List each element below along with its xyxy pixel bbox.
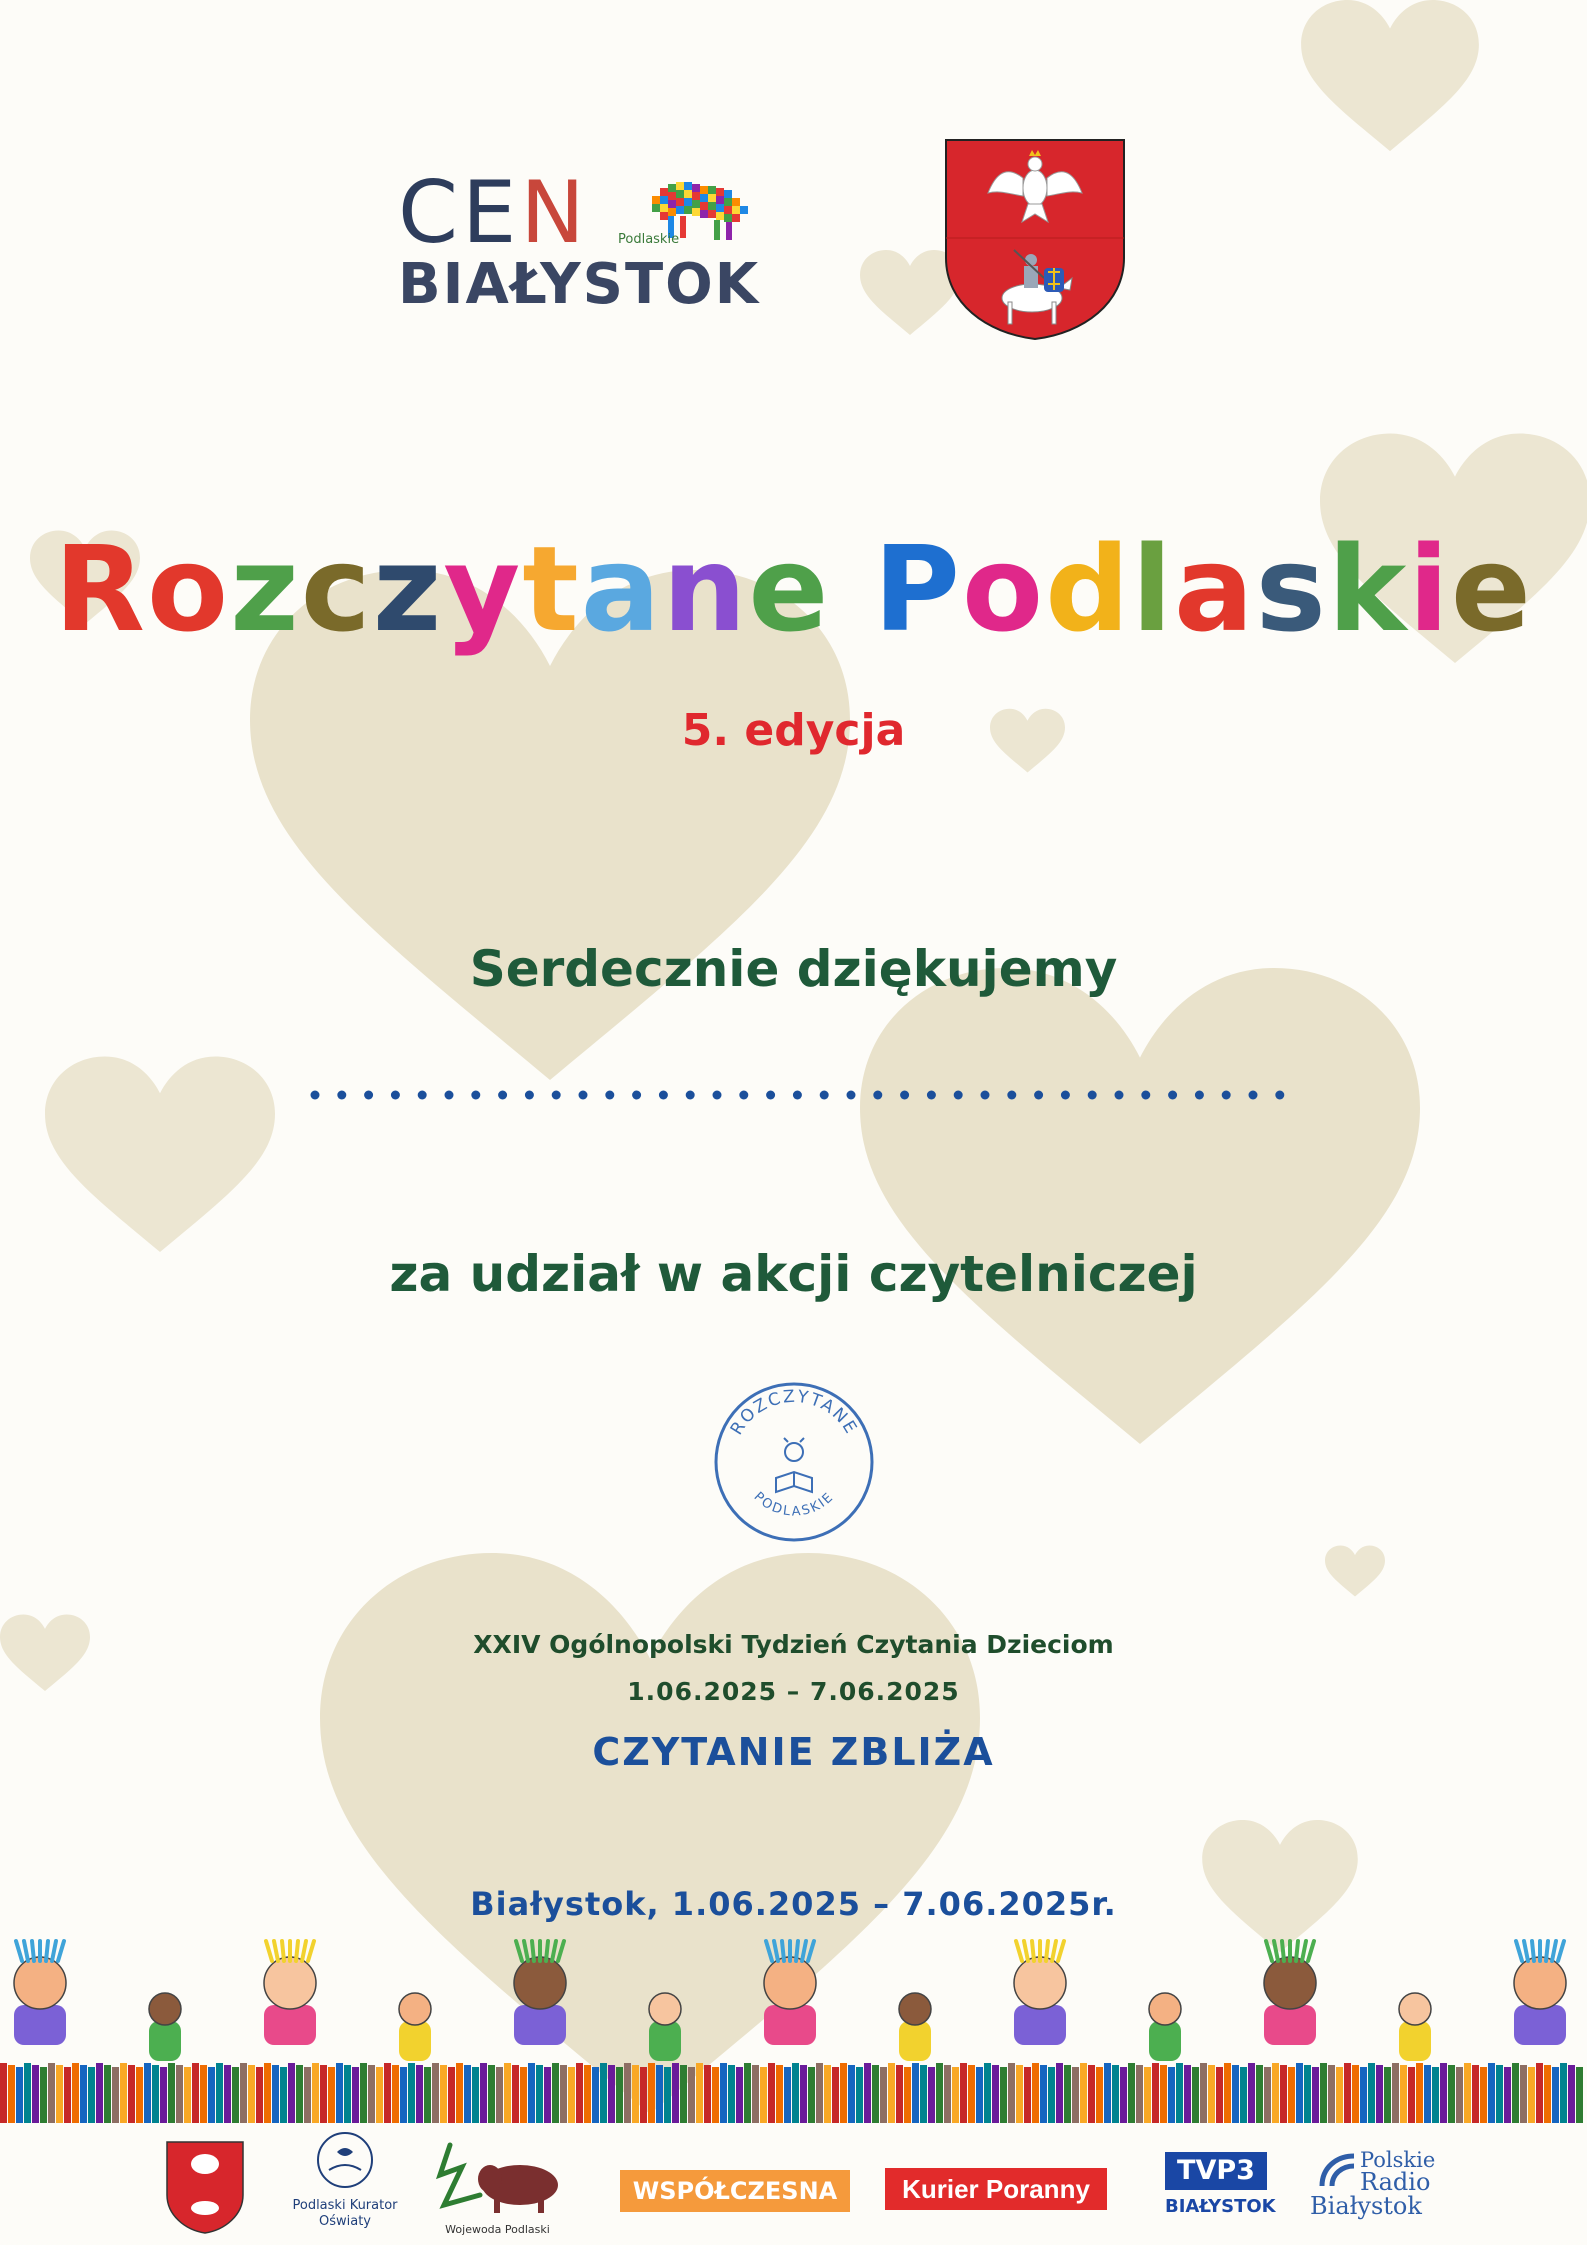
book-spine [416,2065,423,2123]
child-figure [399,1993,431,2061]
book-spine [424,2067,431,2123]
book-spine [1136,2065,1143,2123]
child-figure [1014,1941,1066,2045]
book-spine [104,2065,111,2123]
kurator-label: Podlaski Kurator Oświaty [292,2198,398,2229]
title-letter: o [962,520,1046,658]
book-spine [1352,2065,1359,2123]
book-spine [496,2067,503,2123]
book-spine [656,2065,663,2123]
book-spine [192,2063,199,2123]
book-spine [1224,2063,1231,2123]
book-spine [784,2067,791,2123]
book-spine [280,2067,287,2123]
book-spine [1272,2063,1279,2123]
title-letter: P [873,520,963,658]
title-letter: o [147,520,231,658]
event-dates: 1.06.2025 – 7.06.2025 [627,1677,960,1706]
book-spine [1192,2067,1199,2123]
child-figure [1149,1993,1181,2061]
book-spine [1096,2067,1103,2123]
book-spine [752,2065,759,2123]
book-spine [1528,2067,1535,2123]
book-spine [160,2067,167,2123]
book-spine [480,2063,487,2123]
book-spine [1552,2067,1559,2123]
book-spine [440,2065,447,2123]
book-spine [520,2067,527,2123]
book-spine [464,2065,471,2123]
book-spine [544,2067,551,2123]
book-spine [176,2065,183,2123]
child-figure [649,1993,681,2061]
book-spine [296,2065,303,2123]
book-spine [80,2065,87,2123]
book-spine [224,2065,231,2123]
kurator-emblem-icon [315,2130,375,2196]
book-spine [1184,2065,1191,2123]
book-spine [8,2065,15,2123]
wojewoda-label: Wojewoda Podlaski [445,2223,550,2236]
book-spine [832,2067,839,2123]
rozczytane-podlaskie-badge [712,1380,876,1544]
participation-text: za udział w akcji czytelniczej [389,1245,1198,1303]
cen-logo-text [398,163,589,263]
book-spine [680,2065,687,2123]
book-spine [1152,2063,1159,2123]
book-spine [248,2065,255,2123]
book-spine [1536,2063,1543,2123]
title-letter [830,520,873,658]
book-spine [1576,2067,1583,2123]
title-letter: l [1131,520,1175,658]
tvp3-logo [1165,2152,1275,2222]
book-spine [576,2063,583,2123]
book-spine [432,2063,439,2123]
book-spine [880,2067,887,2123]
book-spine [408,2063,415,2123]
title-letter: i [1408,520,1451,658]
title-letter: z [372,520,444,658]
book-spine [528,2063,535,2123]
book-spine [272,2065,279,2123]
book-spine [1168,2067,1175,2123]
book-spine [688,2067,695,2123]
book-spine [1432,2067,1439,2123]
book-spine [304,2067,311,2123]
title-letter: d [1045,520,1132,658]
book-spine [1176,2063,1183,2123]
book-spine [392,2065,399,2123]
book-spine [1344,2063,1351,2123]
heart-decoration [1325,1545,1385,1600]
book-spine [1472,2065,1479,2123]
title-letter: e [748,520,831,658]
book-spine [920,2065,927,2123]
kurator-logo [290,2130,400,2240]
book-spine [1488,2063,1495,2123]
book-spine [152,2065,159,2123]
radio-wave-icon [1318,2152,1358,2188]
book-spine [1464,2063,1471,2123]
book-spine [56,2065,63,2123]
book-spine [24,2063,31,2123]
book-spine [208,2067,215,2123]
book-spine [1200,2063,1207,2123]
book-spine [896,2065,903,2123]
book-spine [984,2063,991,2123]
book-spine [200,2065,207,2123]
book-spine [696,2063,703,2123]
book-spine [256,2067,263,2123]
book-spine [168,2063,175,2123]
podlaskie-coat-small-icon [165,2140,245,2235]
child-figure [1264,1941,1316,2045]
book-spine [616,2067,623,2123]
book-spine [1456,2067,1463,2123]
book-spine [768,2063,775,2123]
book-spine [1112,2065,1119,2123]
book-spine [952,2067,959,2123]
thanks-text: Serdecznie dziękujemy [469,940,1118,998]
book-spine [376,2067,383,2123]
title-letter: t [522,520,581,658]
book-spine [1056,2063,1063,2123]
book-spine [312,2063,319,2123]
book-spine [1128,2063,1135,2123]
book-spine [560,2065,567,2123]
cen-logo-part2: N [520,163,589,263]
book-spine [904,2067,911,2123]
svg-text:PODLASKIE [751,1489,838,1519]
book-spine [1480,2067,1487,2123]
title-letter: a [1174,520,1256,658]
kurier-poranny-logo: Kurier Poranny [885,2168,1107,2210]
book-spine [704,2065,711,2123]
book-spine [664,2067,671,2123]
book-spine [1032,2063,1039,2123]
book-spine [128,2065,135,2123]
book-spine [648,2063,655,2123]
book-spine [1384,2067,1391,2123]
book-spine [184,2067,191,2123]
book-spine [400,2067,407,2123]
book-spine [1312,2067,1319,2123]
book-spine [928,2067,935,2123]
book-spine [1448,2065,1455,2123]
book-spine [360,2063,367,2123]
book-spine [1336,2067,1343,2123]
wspolczesna-logo: WSPÓŁCZESNA [620,2170,850,2212]
book-spine [584,2065,591,2123]
book-spine [976,2067,983,2123]
book-spine [1008,2063,1015,2123]
title-letter: n [662,520,749,658]
book-spine [992,2065,999,2123]
child-figure [264,1941,316,2045]
book-spine [1160,2065,1167,2123]
wojewoda-bison-icon [420,2135,575,2223]
event-name: XXIV Ogólnopolski Tydzień Czytania Dzieciom [473,1630,1114,1659]
book-spine [1256,2065,1263,2123]
book-spine [1280,2065,1287,2123]
book-spine [1424,2065,1431,2123]
children-reading-illustration [0,1935,1587,2135]
book-spine [816,2063,823,2123]
radio-line1: Polskie [1360,2148,1436,2172]
edition-label: 5. edycja [681,705,906,756]
book-spine [632,2065,639,2123]
book-spine [712,2067,719,2123]
book-spine [320,2065,327,2123]
title-letter: k [1327,520,1409,658]
book-spine [568,2067,575,2123]
book-spine [1288,2067,1295,2123]
book-spine [1024,2067,1031,2123]
badge-top-text: ROZCZYTANE [726,1386,862,1439]
book-spine [1440,2063,1447,2123]
book-spine [1408,2067,1415,2123]
child-figure [1399,1993,1431,2061]
book-spine [448,2067,455,2123]
title-letter: z [230,520,301,658]
book-spine [368,2065,375,2123]
book-spine [944,2065,951,2123]
title-letter: R [54,520,147,658]
book-spine [592,2067,599,2123]
book-spine [1248,2063,1255,2123]
book-spine [96,2063,103,2123]
book-spine [792,2063,799,2123]
book-spine [144,2063,151,2123]
book-spine [640,2067,647,2123]
title-letter: c [300,520,373,658]
tvp3-mark: TVP3 [1165,2152,1267,2190]
book-spine [624,2063,631,2123]
book-spine [824,2065,831,2123]
book-spine [40,2067,47,2123]
book-spine [88,2067,95,2123]
certificate-title [0,520,1587,658]
child-figure [899,1993,931,2061]
book-spine [0,2063,7,2123]
book-spine [32,2065,39,2123]
book-spine [968,2065,975,2123]
book-spine [736,2067,743,2123]
book-spine [1240,2067,1247,2123]
book-spine [1104,2063,1111,2123]
place-and-date: Białystok, 1.06.2025 – 7.06.2025r. [470,1885,1117,1923]
book-spine [1000,2067,1007,2123]
book-spine [1320,2063,1327,2123]
book-spine [840,2063,847,2123]
book-spine [240,2063,247,2123]
book-spine [1496,2065,1503,2123]
book-spine [1048,2067,1055,2123]
wojewoda-logo [420,2135,575,2240]
book-spine [264,2063,271,2123]
child-figure [14,1941,66,2045]
title-letter: s [1255,520,1328,658]
book-spine [1144,2067,1151,2123]
title-letter: e [1450,520,1533,658]
book-spine [1368,2063,1375,2123]
heart-decoration [45,1055,275,1265]
book-spine [352,2067,359,2123]
book-spine [1520,2065,1527,2123]
book-spine [288,2063,295,2123]
book-spine [456,2063,463,2123]
book-spine [216,2063,223,2123]
recipient-name-line [310,1080,1300,1110]
book-spine [728,2065,735,2123]
book-spine [112,2067,119,2123]
book-spine [1304,2065,1311,2123]
book-spine [1264,2067,1271,2123]
book-spine [960,2063,967,2123]
svg-text:ROZCZYTANE [727,1387,862,1439]
book-spine [1088,2065,1095,2123]
book-spine [1064,2065,1071,2123]
book-spine [888,2063,895,2123]
book-spine [1040,2065,1047,2123]
tvp3-subtitle: BIAŁYSTOK [1165,2196,1276,2217]
book-spine [1296,2063,1303,2123]
book-spine [600,2063,607,2123]
book-spine [1512,2063,1519,2123]
book-spine [16,2067,23,2123]
book-spine [384,2063,391,2123]
book-spine [536,2065,543,2123]
book-spine [1504,2067,1511,2123]
book-spine [760,2067,767,2123]
podlaskie-coat-of-arms-icon [944,138,1126,341]
child-figure [1514,1941,1566,2045]
book-spine [72,2063,79,2123]
book-spine [1016,2065,1023,2123]
book-spine [136,2067,143,2123]
book-spine [1080,2063,1087,2123]
book-spine [1560,2063,1567,2123]
book-spine [608,2065,615,2123]
radio-line2: Radio [1360,2168,1431,2196]
book-spine [1360,2067,1367,2123]
book-spine [1208,2065,1215,2123]
title-letter: y [443,520,523,658]
radio-line3: Białystok [1310,2192,1422,2220]
cen-logo-region: Podlaskie [618,232,680,247]
title-letter: a [580,520,663,658]
book-spine [936,2063,943,2123]
book-spine [1216,2067,1223,2123]
book-spine [672,2063,679,2123]
child-figure [764,1941,816,2045]
book-spine [800,2065,807,2123]
cen-bialystok-logo [398,163,778,317]
book-spine [864,2063,871,2123]
book-spine [1416,2063,1423,2123]
book-spine [328,2067,335,2123]
book-spine [512,2065,519,2123]
book-spine [504,2063,511,2123]
heart-decoration [1300,0,1480,160]
book-spine [1328,2065,1335,2123]
child-figure [149,1993,181,2061]
book-spine [344,2065,351,2123]
book-spine [1400,2065,1407,2123]
book-spine [488,2065,495,2123]
book-spine [1376,2065,1383,2123]
child-figure [514,1941,566,2045]
book-spine [776,2065,783,2123]
event-slogan: CZYTANIE ZBLIŻA [592,1730,995,1774]
book-spine [232,2067,239,2123]
book-spine [552,2063,559,2123]
book-spine [848,2065,855,2123]
book-spine [856,2067,863,2123]
book-spine [872,2065,879,2123]
book-spine [808,2067,815,2123]
heart-decoration [860,960,1420,1480]
book-spine [472,2067,479,2123]
book-spine [336,2063,343,2123]
book-spine [1232,2065,1239,2123]
book-spine [1568,2065,1575,2123]
cen-logo-part1: CE [398,163,521,263]
book-spine [912,2063,919,2123]
cen-logo-subtitle: BIAŁYSTOK [398,252,761,317]
badge-bottom-text: PODLASKIE [750,1489,838,1520]
book-spine [1392,2063,1399,2123]
book-spine [744,2063,751,2123]
book-spine [1072,2067,1079,2123]
book-spine [1544,2065,1551,2123]
book-spine [120,2063,127,2123]
book-spine [1120,2067,1127,2123]
book-spine [64,2067,71,2123]
book-spine [720,2063,727,2123]
polskie-radio-logo [1310,2148,1450,2218]
book-spine [48,2063,55,2123]
